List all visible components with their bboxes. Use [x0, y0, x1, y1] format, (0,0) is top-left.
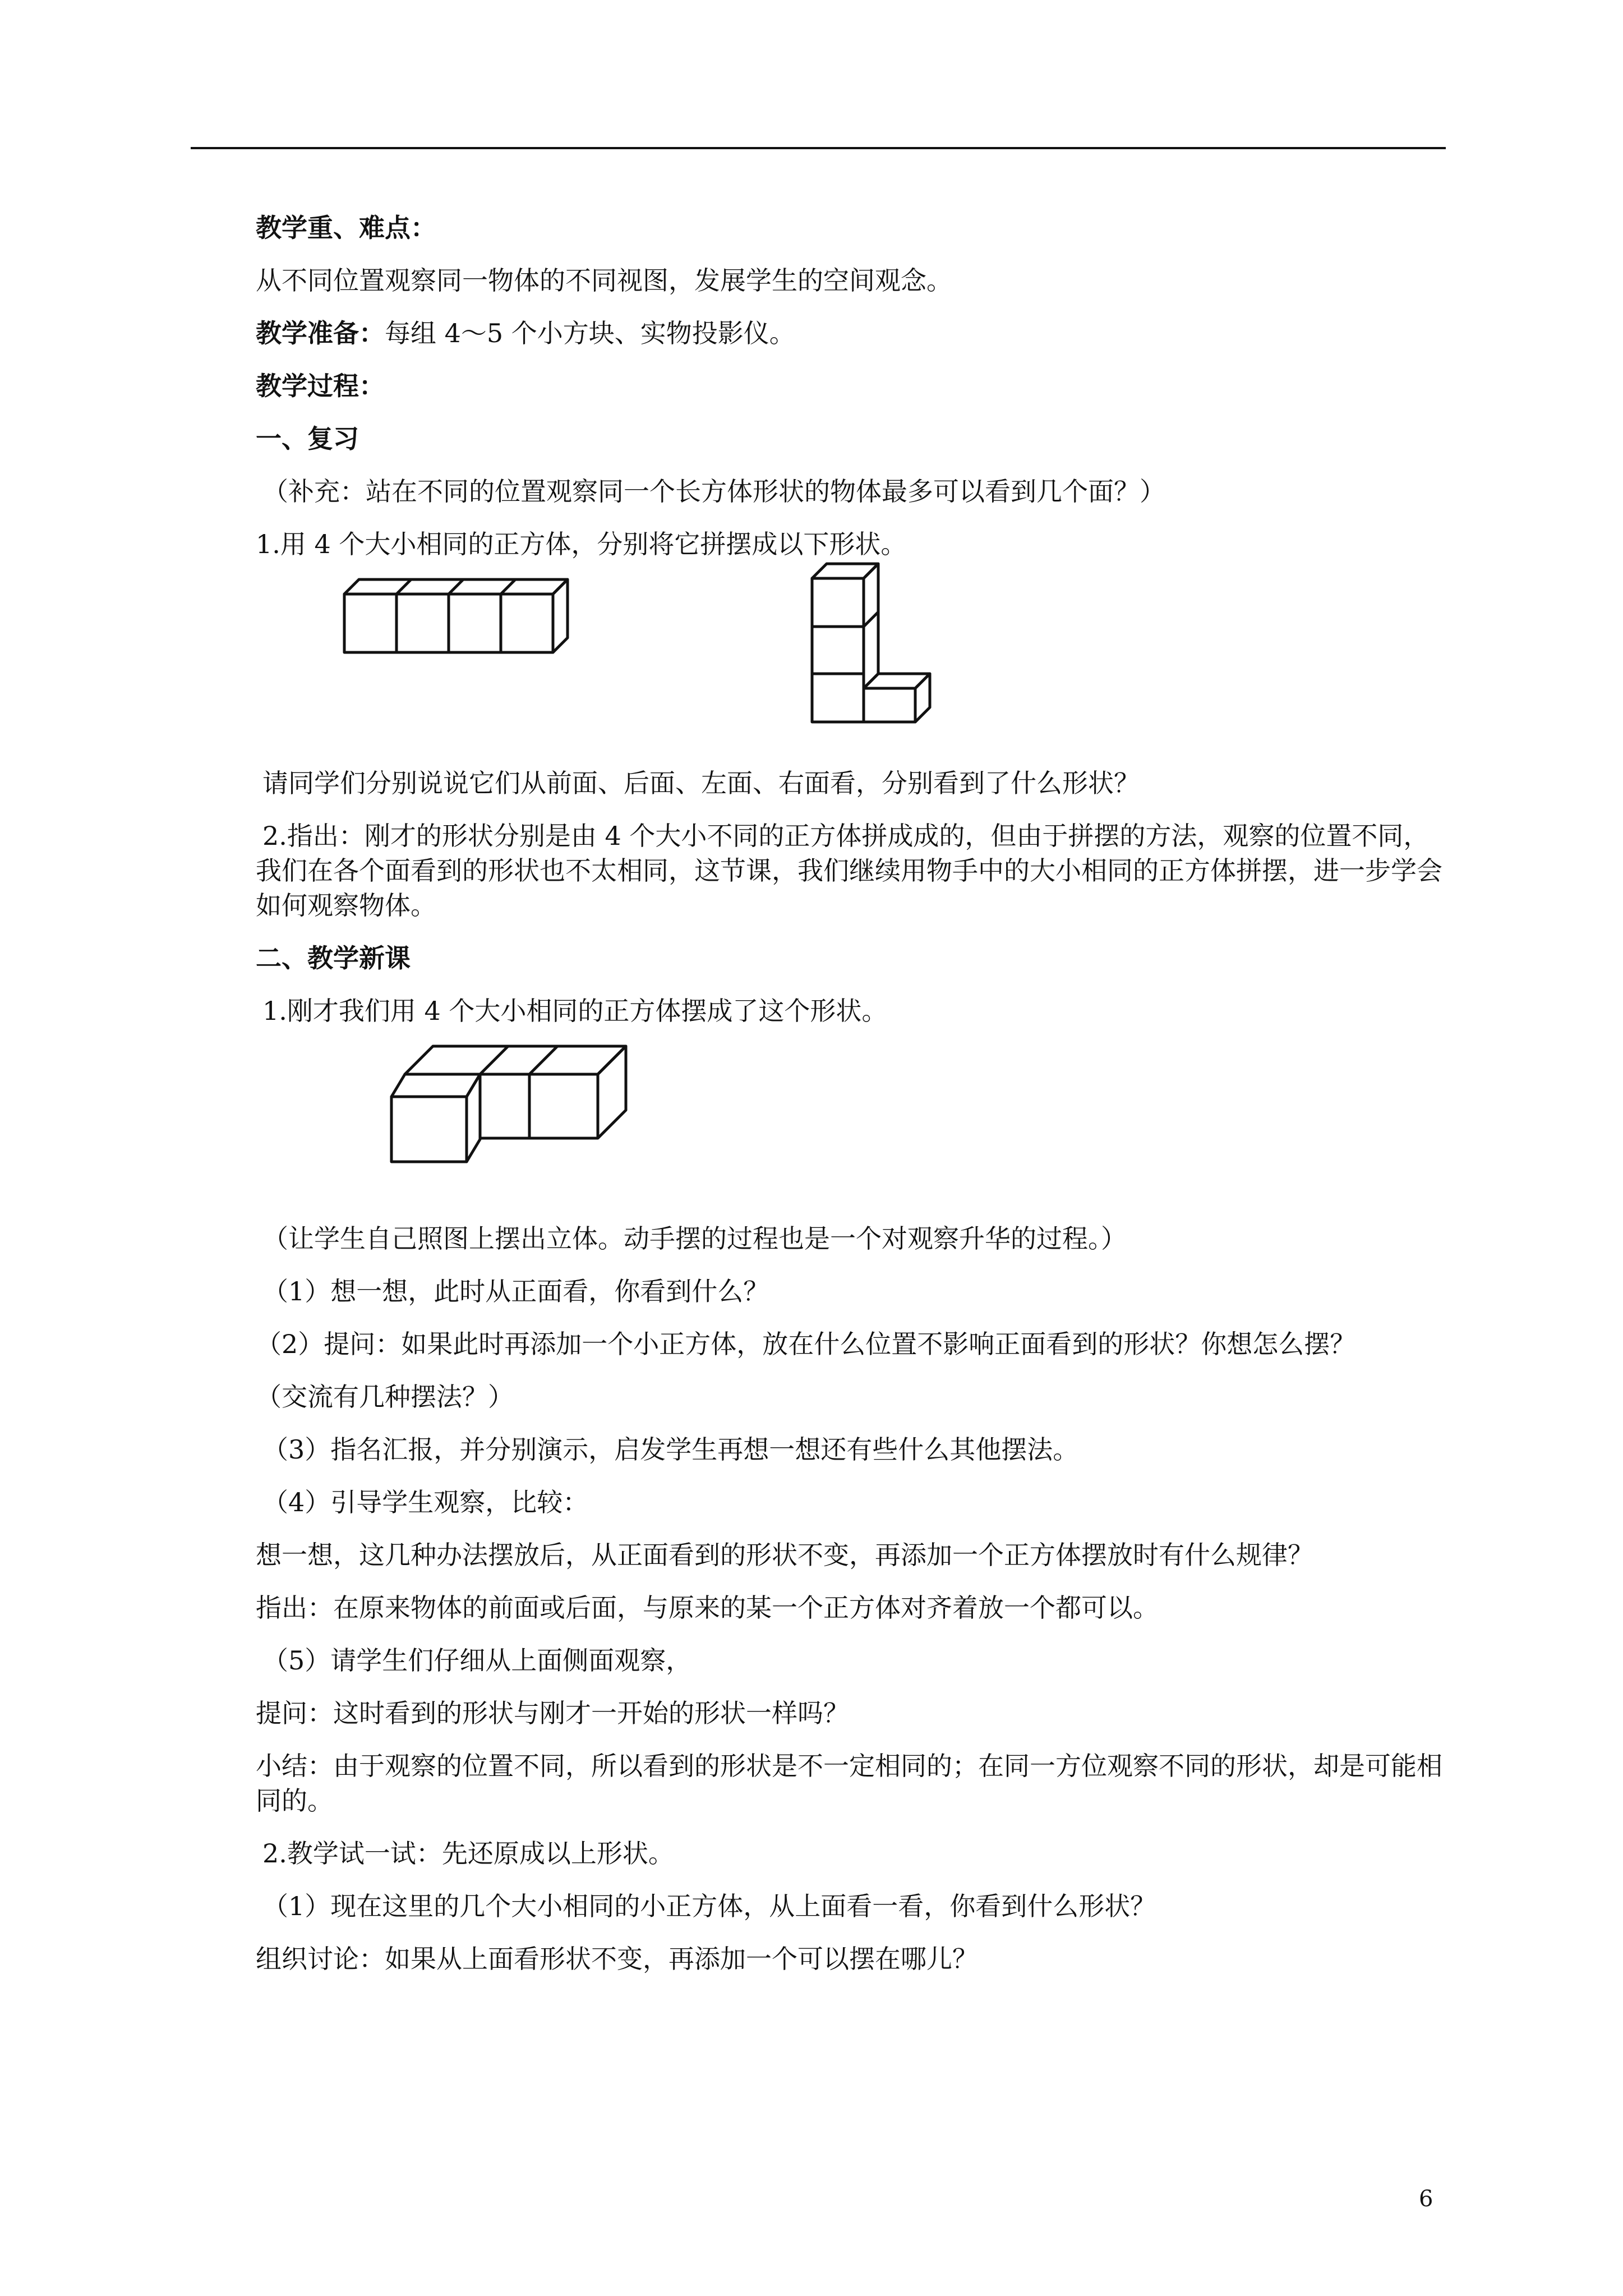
document-body: [256, 210, 1446, 1994]
paragraph-view-top: （1）现在这里的几个大小相同的小正方体，从上面看一看，你看到什么形状？: [262, 1891, 1156, 1921]
paragraph-summary: 小结：由于观察的位置不同，所以看到的形状是不一定相同的；在同一方位观察不同的形状，却是可能相同的。: [256, 1751, 1442, 1816]
l-shape-cube-figure: [811, 562, 957, 730]
page-number: 6: [1419, 2186, 1433, 2212]
paragraph-step-2: 2.指出：刚才的形状分别是由 4 个大小不同的正方体拼成成的，但由于拼摆的方法，观察的位置不同，我们在各个面看到的形状也不太相同，这节课，我们继续用物手中的大小相同的正方体拼摆，进一步学会如何观察物体。: [256, 821, 1442, 921]
paragraph-exchange: （交流有几种摆法？）: [256, 1382, 514, 1412]
heading-process: 教学过程：: [256, 371, 385, 401]
paragraph-guide-observe: （4）引导学生观察，比较：: [262, 1487, 589, 1517]
paragraph-step-1: 1.用 4 个大小相同的正方体，分别将它拼摆成以下形状。: [256, 529, 907, 559]
paragraph-supplement: （补充：站在不同的位置观察同一个长方体形状的物体最多可以看到几个面？）: [262, 476, 1165, 507]
paragraph-observe-top: （5）请学生们仔细从上面侧面观察，: [262, 1645, 692, 1676]
paragraph-try-it: 2.教学试一试：先还原成以上形状。: [262, 1838, 674, 1869]
heading-review: 一、复习: [256, 424, 359, 454]
paragraph-question-same: 提问：这时看到的形状与刚才一开始的形状一样吗？: [256, 1698, 849, 1728]
paragraph-report: （3）指名汇报，并分别演示，启发学生再想一想还有些什么其他摆法。: [262, 1434, 1079, 1465]
paragraph-ask-students: 请同学们分别说说它们从前面、后面、左面、右面看，分别看到了什么形状？: [262, 768, 1140, 798]
heading-new-lesson: 二、教学新课: [256, 943, 411, 973]
heading-key-points: 教学重、难点：: [256, 213, 436, 243]
header-rule: [191, 147, 1446, 149]
figure-row-new-lesson: [256, 1046, 1446, 1203]
paragraph-discussion: 组织讨论：如果从上面看形状不变，再添加一个可以摆在哪儿？: [256, 1944, 978, 1974]
preparation-label: 教学准备：: [256, 318, 385, 348]
paragraph-new-step-1: 1.刚才我们用 4 个大小相同的正方体摆成了这个形状。: [262, 996, 888, 1026]
paragraph-point-out: 指出：在原来物体的前面或后面，与原来的某一个正方体对齐着放一个都可以。: [256, 1593, 1159, 1623]
staggered-cube-figure: [390, 1035, 682, 1186]
paragraph-think-rule: 想一想，这几种办法摆放后，从正面看到的形状不变，再添加一个正方体摆放时有什么规律？: [256, 1540, 1313, 1570]
paragraph-hands-on: （让学生自己照图上摆出立体。动手摆的过程也是一个对观察升华的过程。）: [262, 1223, 1127, 1254]
paragraph-preparation: [256, 316, 1446, 351]
preparation-text: 每组 4～5 个小方块、实物投影仪。: [385, 318, 795, 348]
figure-row-review: [256, 579, 1446, 748]
paragraph-think-front: （1）想一想，此时从正面看，你看到什么？: [262, 1276, 769, 1306]
cube-row-figure: [343, 570, 579, 649]
paragraph-question-add: （2）提问：如果此时再添加一个小正方体，放在什么位置不影响正面看到的形状？你想怎么摆？: [256, 1329, 1356, 1359]
paragraph-key-points: 从不同位置观察同一物体的不同视图，发展学生的空间观念。: [256, 265, 952, 296]
